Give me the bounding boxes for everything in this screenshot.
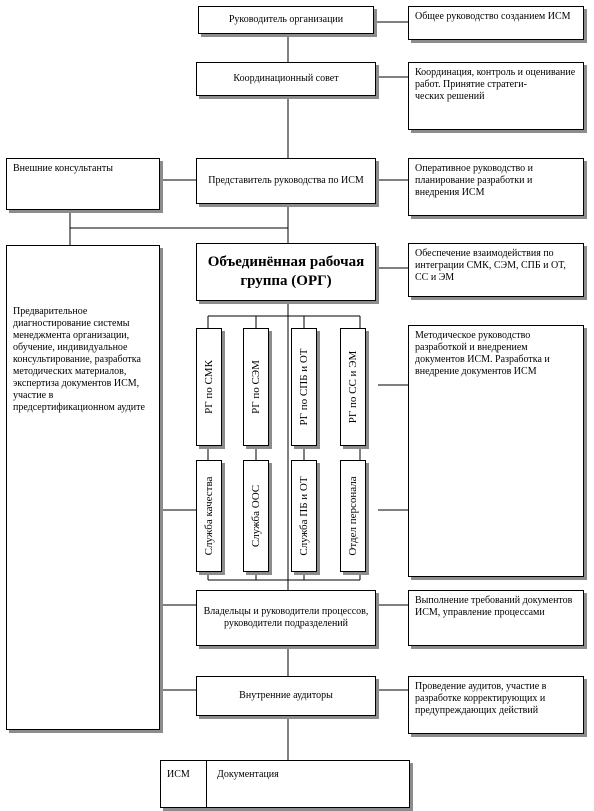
internal-auditors-label: Внутренние аудиторы bbox=[239, 690, 333, 701]
operational-management-box bbox=[408, 158, 584, 216]
general-management-box bbox=[408, 6, 584, 40]
subgroup-box bbox=[291, 328, 317, 446]
service-box bbox=[291, 460, 317, 572]
interaction-box bbox=[408, 243, 584, 297]
interaction-text: Обеспечение взаимодействия по интеграции СМК, СЭМ, СПБ и ОТ, СС и ЭМ bbox=[415, 248, 566, 283]
service-box bbox=[340, 460, 366, 572]
process-owners-box bbox=[196, 590, 376, 646]
service-label: Отдел персонала bbox=[347, 476, 359, 556]
documentation-label: ИСМ bbox=[167, 769, 190, 780]
subgroup-label: РГ по СЭМ bbox=[250, 360, 262, 414]
head-of-organization-box bbox=[198, 6, 374, 34]
external-consultants-box bbox=[6, 158, 160, 210]
internal-auditors-box bbox=[196, 676, 376, 716]
consultants-duties-box bbox=[6, 245, 160, 730]
coordination-council-label: Координационный совет bbox=[233, 73, 339, 84]
documentation-box bbox=[160, 760, 410, 808]
methodical-guidance-box bbox=[408, 325, 584, 577]
subgroup-label: РГ по СМК bbox=[203, 360, 215, 414]
operational-management-text: Оперативное руководство и планирование разработки и внедрения ИСМ bbox=[415, 163, 534, 198]
requirements-execution-box bbox=[408, 590, 584, 646]
subgroup-box bbox=[340, 328, 366, 446]
joint-working-group-box bbox=[196, 243, 376, 301]
joint-working-group-label: Объединённая рабочая группа (ОРГ) bbox=[207, 254, 365, 289]
external-consultants-label: Внешние консультанты bbox=[13, 163, 113, 174]
service-label: Служба ПБ и ОТ bbox=[298, 476, 310, 556]
coordination-box bbox=[408, 62, 584, 130]
requirements-execution-text: Выполнение требований документов ИСМ, управление процессами bbox=[415, 595, 573, 618]
subgroup-box bbox=[243, 328, 269, 446]
documentation-value: Документация bbox=[217, 769, 279, 780]
process-owners-label: Владельцы и руководители процессов, руководители подразделений bbox=[203, 606, 369, 629]
management-representative-label: Представитель руководства по ИСМ bbox=[208, 175, 364, 186]
service-label: Служба ООС bbox=[250, 484, 262, 548]
head-of-organization-label: Руководитель организации bbox=[228, 14, 344, 25]
service-box bbox=[243, 460, 269, 572]
coordination-text: Координация, контроль и оценивание работ. Принятие стратеги- ческих решений bbox=[415, 67, 576, 102]
subgroup-label: РГ по СПБ и ОТ bbox=[298, 348, 310, 426]
audits-box bbox=[408, 676, 584, 734]
subgroup-label: РГ по СС и ЭМ bbox=[347, 350, 359, 424]
general-management-text: Общее руководство созданием ИСМ bbox=[415, 11, 571, 22]
audits-text: Проведение аудитов, участие в разработке корректирующих и предупреждающих действий bbox=[415, 681, 547, 716]
documentation-label-cell bbox=[161, 761, 207, 807]
documentation-value-cell bbox=[207, 761, 289, 807]
management-representative-box bbox=[196, 158, 376, 204]
service-box bbox=[196, 460, 222, 572]
consultants-duties-text: Предварительное диагностирование системы менеджмента организации, обучение, индивидуальное консультирование, разработка методических материалов, экспертиза документов ИСМ, участие в предсертификационном аудите bbox=[13, 306, 145, 413]
service-label: Служба качества bbox=[203, 476, 215, 556]
coordination-council-box bbox=[196, 62, 376, 96]
methodical-guidance-text: Методическое руководство разработкой и внедрением документов ИСМ. Разработка и внедрение документов ИСМ bbox=[415, 330, 550, 377]
subgroup-box bbox=[196, 328, 222, 446]
